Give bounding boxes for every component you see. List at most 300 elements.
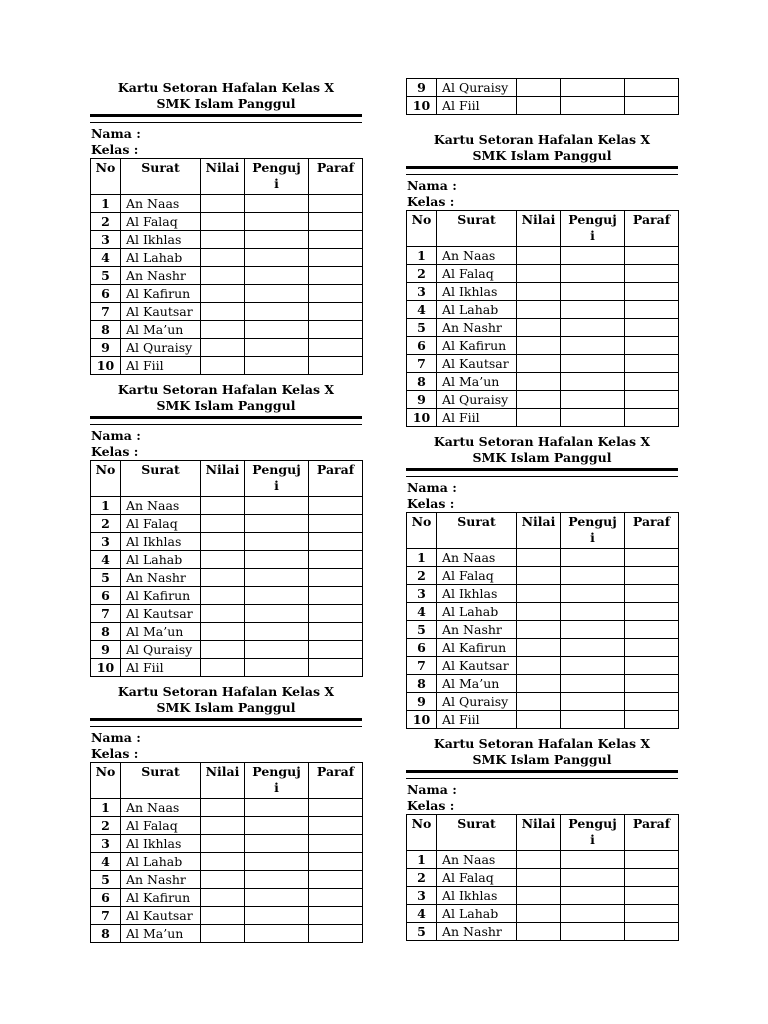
nilai-cell[interactable] xyxy=(201,497,245,515)
nilai-cell[interactable] xyxy=(201,835,245,853)
paraf-cell[interactable] xyxy=(309,659,363,677)
surat-name: Al Kafirun xyxy=(121,587,201,605)
paraf-cell[interactable] xyxy=(309,817,363,835)
penguji-cell[interactable] xyxy=(245,907,309,925)
row-number: 4 xyxy=(407,603,437,621)
table-row xyxy=(91,231,363,249)
header-nilai: Nilai xyxy=(517,815,561,851)
row-number: 3 xyxy=(91,231,121,249)
table-row xyxy=(407,391,679,409)
header-surat: Surat xyxy=(121,763,201,799)
penguji-cell[interactable] xyxy=(561,409,625,427)
table-row xyxy=(407,319,679,337)
row-number: 3 xyxy=(407,585,437,603)
card-title: Kartu Setoran Hafalan Kelas X xyxy=(433,736,651,751)
header-nilai: Nilai xyxy=(201,159,245,195)
paraf-cell[interactable] xyxy=(625,319,679,337)
paraf-cell[interactable] xyxy=(625,657,679,675)
nilai-cell[interactable] xyxy=(517,639,561,657)
nilai-cell[interactable] xyxy=(517,711,561,729)
penguji-cell[interactable] xyxy=(245,889,309,907)
paraf-cell[interactable] xyxy=(309,835,363,853)
header-penguji: Penguj i xyxy=(245,461,309,497)
nilai-cell[interactable] xyxy=(517,283,561,301)
header-penguji: Penguj i xyxy=(245,763,309,799)
header-surat: Surat xyxy=(121,159,201,195)
nilai-cell[interactable] xyxy=(201,231,245,249)
row-number: 2 xyxy=(91,213,121,231)
row-number: 10 xyxy=(407,97,437,115)
header-penguji: Penguj i xyxy=(561,815,625,851)
table-row xyxy=(407,549,679,567)
nilai-cell[interactable] xyxy=(201,817,245,835)
card-title: Kartu Setoran Hafalan Kelas X xyxy=(117,684,335,699)
table-row xyxy=(407,585,679,603)
paraf-cell[interactable] xyxy=(309,339,363,357)
table-row xyxy=(407,409,679,427)
paraf-cell[interactable] xyxy=(625,567,679,585)
header-paraf: Paraf xyxy=(625,211,679,247)
penguji-cell[interactable] xyxy=(561,675,625,693)
paraf-cell[interactable] xyxy=(309,321,363,339)
surat-name: Al Quraisy xyxy=(437,79,517,97)
paraf-cell[interactable] xyxy=(625,639,679,657)
penguji-cell[interactable] xyxy=(245,195,309,213)
surat-name: Al Lahab xyxy=(437,603,517,621)
surat-name: An Nashr xyxy=(121,267,201,285)
header-paraf: Paraf xyxy=(309,461,363,497)
header-no: No xyxy=(91,461,121,497)
penguji-cell[interactable] xyxy=(245,267,309,285)
nilai-cell[interactable] xyxy=(201,195,245,213)
surat-name: Al Kautsar xyxy=(121,303,201,321)
penguji-cell[interactable] xyxy=(245,213,309,231)
paraf-cell[interactable] xyxy=(309,213,363,231)
nilai-cell[interactable] xyxy=(201,871,245,889)
paraf-cell[interactable] xyxy=(309,267,363,285)
penguji-cell[interactable] xyxy=(561,265,625,283)
penguji-cell[interactable] xyxy=(245,249,309,267)
nama-label: Nama : xyxy=(407,178,457,193)
table-row xyxy=(407,869,679,887)
penguji-cell[interactable] xyxy=(245,321,309,339)
row-number: 1 xyxy=(91,195,121,213)
paraf-cell[interactable] xyxy=(309,357,363,375)
table-row xyxy=(407,711,679,729)
hafalan-card xyxy=(90,80,362,375)
card-subtitle: SMK Islam Panggul xyxy=(472,752,612,767)
paraf-cell[interactable] xyxy=(625,97,679,115)
nilai-cell[interactable] xyxy=(201,303,245,321)
nilai-cell[interactable] xyxy=(201,551,245,569)
surat-name: Al Lahab xyxy=(121,853,201,871)
nilai-cell[interactable] xyxy=(201,515,245,533)
row-number: 8 xyxy=(91,321,121,339)
paraf-cell[interactable] xyxy=(625,869,679,887)
surat-name: Al Falaq xyxy=(121,213,201,231)
card-title: Kartu Setoran Hafalan Kelas X xyxy=(433,132,651,147)
header-penguji: Penguj i xyxy=(245,159,309,195)
penguji-cell[interactable] xyxy=(561,373,625,391)
penguji-cell[interactable] xyxy=(245,871,309,889)
paraf-cell[interactable] xyxy=(309,231,363,249)
paraf-cell[interactable] xyxy=(309,587,363,605)
penguji-cell[interactable] xyxy=(245,925,309,943)
penguji-cell[interactable] xyxy=(245,497,309,515)
nilai-cell[interactable] xyxy=(201,249,245,267)
penguji-cell[interactable] xyxy=(245,515,309,533)
nilai-cell[interactable] xyxy=(201,641,245,659)
surat-name: Al Falaq xyxy=(121,515,201,533)
table-row xyxy=(91,623,363,641)
surat-name: An Naas xyxy=(437,247,517,265)
nilai-cell[interactable] xyxy=(517,905,561,923)
paraf-cell[interactable] xyxy=(309,569,363,587)
penguji-cell[interactable] xyxy=(245,533,309,551)
penguji-cell[interactable] xyxy=(245,605,309,623)
surat-name: An Naas xyxy=(121,195,201,213)
surat-name: Al Kafirun xyxy=(437,639,517,657)
header-no: No xyxy=(407,211,437,247)
table-row xyxy=(407,283,679,301)
table-row xyxy=(407,355,679,373)
nilai-cell[interactable] xyxy=(517,621,561,639)
penguji-cell[interactable] xyxy=(561,887,625,905)
paraf-cell[interactable] xyxy=(625,621,679,639)
penguji-cell[interactable] xyxy=(561,693,625,711)
kelas-label: Kelas : xyxy=(407,496,455,511)
title-rule xyxy=(406,166,678,175)
table-row xyxy=(91,249,363,267)
row-number: 5 xyxy=(407,621,437,639)
surat-name: Al Quraisy xyxy=(121,339,201,357)
row-number: 2 xyxy=(91,817,121,835)
paraf-cell[interactable] xyxy=(309,285,363,303)
surat-name: Al Fiil xyxy=(121,357,201,375)
title-rule xyxy=(406,468,678,477)
title-rule xyxy=(90,718,362,727)
penguji-cell[interactable] xyxy=(561,337,625,355)
penguji-cell[interactable] xyxy=(561,603,625,621)
penguji-cell[interactable] xyxy=(561,355,625,373)
table-row xyxy=(407,675,679,693)
nilai-cell[interactable] xyxy=(517,603,561,621)
paraf-cell[interactable] xyxy=(309,303,363,321)
penguji-cell[interactable] xyxy=(561,79,625,97)
hafalan-table xyxy=(90,762,363,943)
nilai-cell[interactable] xyxy=(517,923,561,941)
paraf-cell[interactable] xyxy=(625,373,679,391)
table-row xyxy=(91,321,363,339)
paraf-cell[interactable] xyxy=(625,391,679,409)
penguji-cell[interactable] xyxy=(245,853,309,871)
table-row xyxy=(91,285,363,303)
paraf-cell[interactable] xyxy=(309,871,363,889)
surat-name: Al Ma’un xyxy=(437,675,517,693)
paraf-cell[interactable] xyxy=(625,711,679,729)
nilai-cell[interactable] xyxy=(517,373,561,391)
nilai-cell[interactable] xyxy=(201,569,245,587)
table-row xyxy=(91,533,363,551)
penguji-cell[interactable] xyxy=(561,585,625,603)
table-row xyxy=(91,889,363,907)
penguji-cell[interactable] xyxy=(561,247,625,265)
paraf-cell[interactable] xyxy=(625,603,679,621)
row-number: 1 xyxy=(407,549,437,567)
nilai-cell[interactable] xyxy=(201,533,245,551)
nilai-cell[interactable] xyxy=(517,851,561,869)
row-number: 10 xyxy=(407,711,437,729)
nilai-cell[interactable] xyxy=(517,409,561,427)
nilai-cell[interactable] xyxy=(517,265,561,283)
table-row xyxy=(91,569,363,587)
surat-name: Al Quraisy xyxy=(121,641,201,659)
penguji-cell[interactable] xyxy=(561,869,625,887)
table-row xyxy=(407,247,679,265)
paraf-cell[interactable] xyxy=(309,925,363,943)
surat-name: Al Ikhlas xyxy=(437,283,517,301)
nilai-cell[interactable] xyxy=(201,339,245,357)
penguji-cell[interactable] xyxy=(245,641,309,659)
penguji-cell[interactable] xyxy=(561,621,625,639)
surat-name: Al Kafirun xyxy=(121,285,201,303)
paraf-cell[interactable] xyxy=(625,923,679,941)
table-row xyxy=(91,907,363,925)
table-row xyxy=(91,357,363,375)
nilai-cell[interactable] xyxy=(517,79,561,97)
kelas-label: Kelas : xyxy=(407,194,455,209)
row-number: 6 xyxy=(407,337,437,355)
paraf-cell[interactable] xyxy=(309,249,363,267)
row-number: 3 xyxy=(91,835,121,853)
paraf-cell[interactable] xyxy=(625,301,679,319)
penguji-cell[interactable] xyxy=(561,549,625,567)
paraf-cell[interactable] xyxy=(625,905,679,923)
table-row xyxy=(407,567,679,585)
penguji-cell[interactable] xyxy=(561,905,625,923)
surat-name: Al Kautsar xyxy=(121,605,201,623)
table-row xyxy=(91,605,363,623)
header-paraf: Paraf xyxy=(625,815,679,851)
paraf-cell[interactable] xyxy=(309,533,363,551)
paraf-cell[interactable] xyxy=(625,409,679,427)
table-row xyxy=(91,587,363,605)
table-row xyxy=(407,923,679,941)
penguji-cell[interactable] xyxy=(561,923,625,941)
table-row xyxy=(91,925,363,943)
nilai-cell[interactable] xyxy=(201,799,245,817)
header-nilai: Nilai xyxy=(517,513,561,549)
nilai-cell[interactable] xyxy=(201,925,245,943)
paraf-cell[interactable] xyxy=(309,799,363,817)
nilai-cell[interactable] xyxy=(517,391,561,409)
penguji-cell[interactable] xyxy=(245,303,309,321)
nama-label: Nama : xyxy=(407,782,457,797)
surat-name: Al Ikhlas xyxy=(437,887,517,905)
penguji-cell[interactable] xyxy=(245,231,309,249)
paraf-cell[interactable] xyxy=(309,623,363,641)
paraf-cell[interactable] xyxy=(309,641,363,659)
paraf-cell[interactable] xyxy=(625,355,679,373)
nilai-cell[interactable] xyxy=(201,213,245,231)
penguji-cell[interactable] xyxy=(561,319,625,337)
nilai-cell[interactable] xyxy=(517,585,561,603)
paraf-cell[interactable] xyxy=(625,265,679,283)
paraf-cell[interactable] xyxy=(309,195,363,213)
penguji-cell[interactable] xyxy=(245,569,309,587)
row-number: 6 xyxy=(91,285,121,303)
table-row xyxy=(91,497,363,515)
paraf-cell[interactable] xyxy=(625,337,679,355)
paraf-cell[interactable] xyxy=(309,907,363,925)
penguji-cell[interactable] xyxy=(245,587,309,605)
table-header-row xyxy=(91,763,363,799)
penguji-cell[interactable] xyxy=(561,657,625,675)
paraf-cell[interactable] xyxy=(309,605,363,623)
table-row xyxy=(91,267,363,285)
kelas-label: Kelas : xyxy=(91,746,139,761)
row-number: 5 xyxy=(91,569,121,587)
penguji-cell[interactable] xyxy=(245,659,309,677)
paraf-cell[interactable] xyxy=(309,551,363,569)
row-number: 6 xyxy=(91,587,121,605)
penguji-cell[interactable] xyxy=(245,551,309,569)
table-row xyxy=(407,905,679,923)
nilai-cell[interactable] xyxy=(517,355,561,373)
penguji-cell[interactable] xyxy=(245,817,309,835)
paraf-cell[interactable] xyxy=(625,283,679,301)
nilai-cell[interactable] xyxy=(517,675,561,693)
paraf-cell[interactable] xyxy=(625,675,679,693)
nilai-cell[interactable] xyxy=(517,657,561,675)
nilai-cell[interactable] xyxy=(517,247,561,265)
card-subtitle: SMK Islam Panggul xyxy=(156,700,296,715)
surat-name: An Nashr xyxy=(121,871,201,889)
paraf-cell[interactable] xyxy=(309,497,363,515)
table-row xyxy=(407,301,679,319)
penguji-cell[interactable] xyxy=(561,283,625,301)
penguji-cell[interactable] xyxy=(561,391,625,409)
paraf-cell[interactable] xyxy=(309,853,363,871)
surat-name: Al Kautsar xyxy=(121,907,201,925)
table-row xyxy=(407,373,679,391)
surat-name: Al Ikhlas xyxy=(121,231,201,249)
paraf-cell[interactable] xyxy=(625,693,679,711)
penguji-cell[interactable] xyxy=(561,639,625,657)
header-no: No xyxy=(407,815,437,851)
penguji-cell[interactable] xyxy=(561,97,625,115)
row-number: 8 xyxy=(407,675,437,693)
nilai-cell[interactable] xyxy=(517,869,561,887)
paraf-cell[interactable] xyxy=(625,887,679,905)
surat-name: An Naas xyxy=(437,851,517,869)
penguji-cell[interactable] xyxy=(245,835,309,853)
nilai-cell[interactable] xyxy=(201,587,245,605)
row-number: 7 xyxy=(407,355,437,373)
row-number: 3 xyxy=(407,887,437,905)
surat-name: Al Lahab xyxy=(437,301,517,319)
row-number: 5 xyxy=(407,923,437,941)
surat-name: Al Quraisy xyxy=(437,391,517,409)
paraf-cell[interactable] xyxy=(625,79,679,97)
table-row xyxy=(407,639,679,657)
paraf-cell[interactable] xyxy=(625,247,679,265)
surat-name: Al Kafirun xyxy=(121,889,201,907)
surat-name: Al Kautsar xyxy=(437,355,517,373)
title-rule xyxy=(90,114,362,123)
nilai-cell[interactable] xyxy=(201,357,245,375)
hafalan-card xyxy=(90,382,362,677)
header-nilai: Nilai xyxy=(201,763,245,799)
penguji-cell[interactable] xyxy=(561,711,625,729)
nilai-cell[interactable] xyxy=(201,659,245,677)
paraf-cell[interactable] xyxy=(309,515,363,533)
table-row xyxy=(91,551,363,569)
header-penguji: Penguj i xyxy=(561,211,625,247)
nilai-cell[interactable] xyxy=(201,623,245,641)
penguji-cell[interactable] xyxy=(561,851,625,869)
penguji-cell[interactable] xyxy=(245,799,309,817)
nilai-cell[interactable] xyxy=(201,853,245,871)
table-row xyxy=(407,97,679,115)
nilai-cell[interactable] xyxy=(517,549,561,567)
table-row xyxy=(91,515,363,533)
nilai-cell[interactable] xyxy=(201,889,245,907)
nilai-cell[interactable] xyxy=(201,267,245,285)
penguji-cell[interactable] xyxy=(561,301,625,319)
nilai-cell[interactable] xyxy=(517,301,561,319)
nilai-cell[interactable] xyxy=(201,285,245,303)
table-row xyxy=(91,339,363,357)
row-number: 5 xyxy=(407,319,437,337)
row-number: 10 xyxy=(407,409,437,427)
row-number: 9 xyxy=(407,693,437,711)
penguji-cell[interactable] xyxy=(245,339,309,357)
penguji-cell[interactable] xyxy=(245,357,309,375)
row-number: 1 xyxy=(407,851,437,869)
surat-name: An Naas xyxy=(437,549,517,567)
nilai-cell[interactable] xyxy=(201,907,245,925)
surat-name: Al Falaq xyxy=(121,817,201,835)
surat-name: Al Kafirun xyxy=(437,337,517,355)
kelas-label: Kelas : xyxy=(91,142,139,157)
row-number: 9 xyxy=(91,641,121,659)
nilai-cell[interactable] xyxy=(517,97,561,115)
paraf-cell[interactable] xyxy=(625,851,679,869)
penguji-cell[interactable] xyxy=(561,567,625,585)
surat-name: Al Ma’un xyxy=(121,321,201,339)
row-number: 2 xyxy=(407,869,437,887)
penguji-cell[interactable] xyxy=(245,285,309,303)
table-row xyxy=(91,659,363,677)
nilai-cell[interactable] xyxy=(517,567,561,585)
title-rule xyxy=(90,416,362,425)
surat-name: An Nashr xyxy=(437,319,517,337)
row-number: 1 xyxy=(91,799,121,817)
nilai-cell[interactable] xyxy=(517,319,561,337)
table-row xyxy=(91,835,363,853)
nilai-cell[interactable] xyxy=(201,605,245,623)
paraf-cell[interactable] xyxy=(625,585,679,603)
nilai-cell[interactable] xyxy=(517,693,561,711)
penguji-cell[interactable] xyxy=(245,623,309,641)
nilai-cell[interactable] xyxy=(201,321,245,339)
nilai-cell[interactable] xyxy=(517,887,561,905)
header-surat: Surat xyxy=(437,513,517,549)
paraf-cell[interactable] xyxy=(309,889,363,907)
paraf-cell[interactable] xyxy=(625,549,679,567)
nilai-cell[interactable] xyxy=(517,337,561,355)
